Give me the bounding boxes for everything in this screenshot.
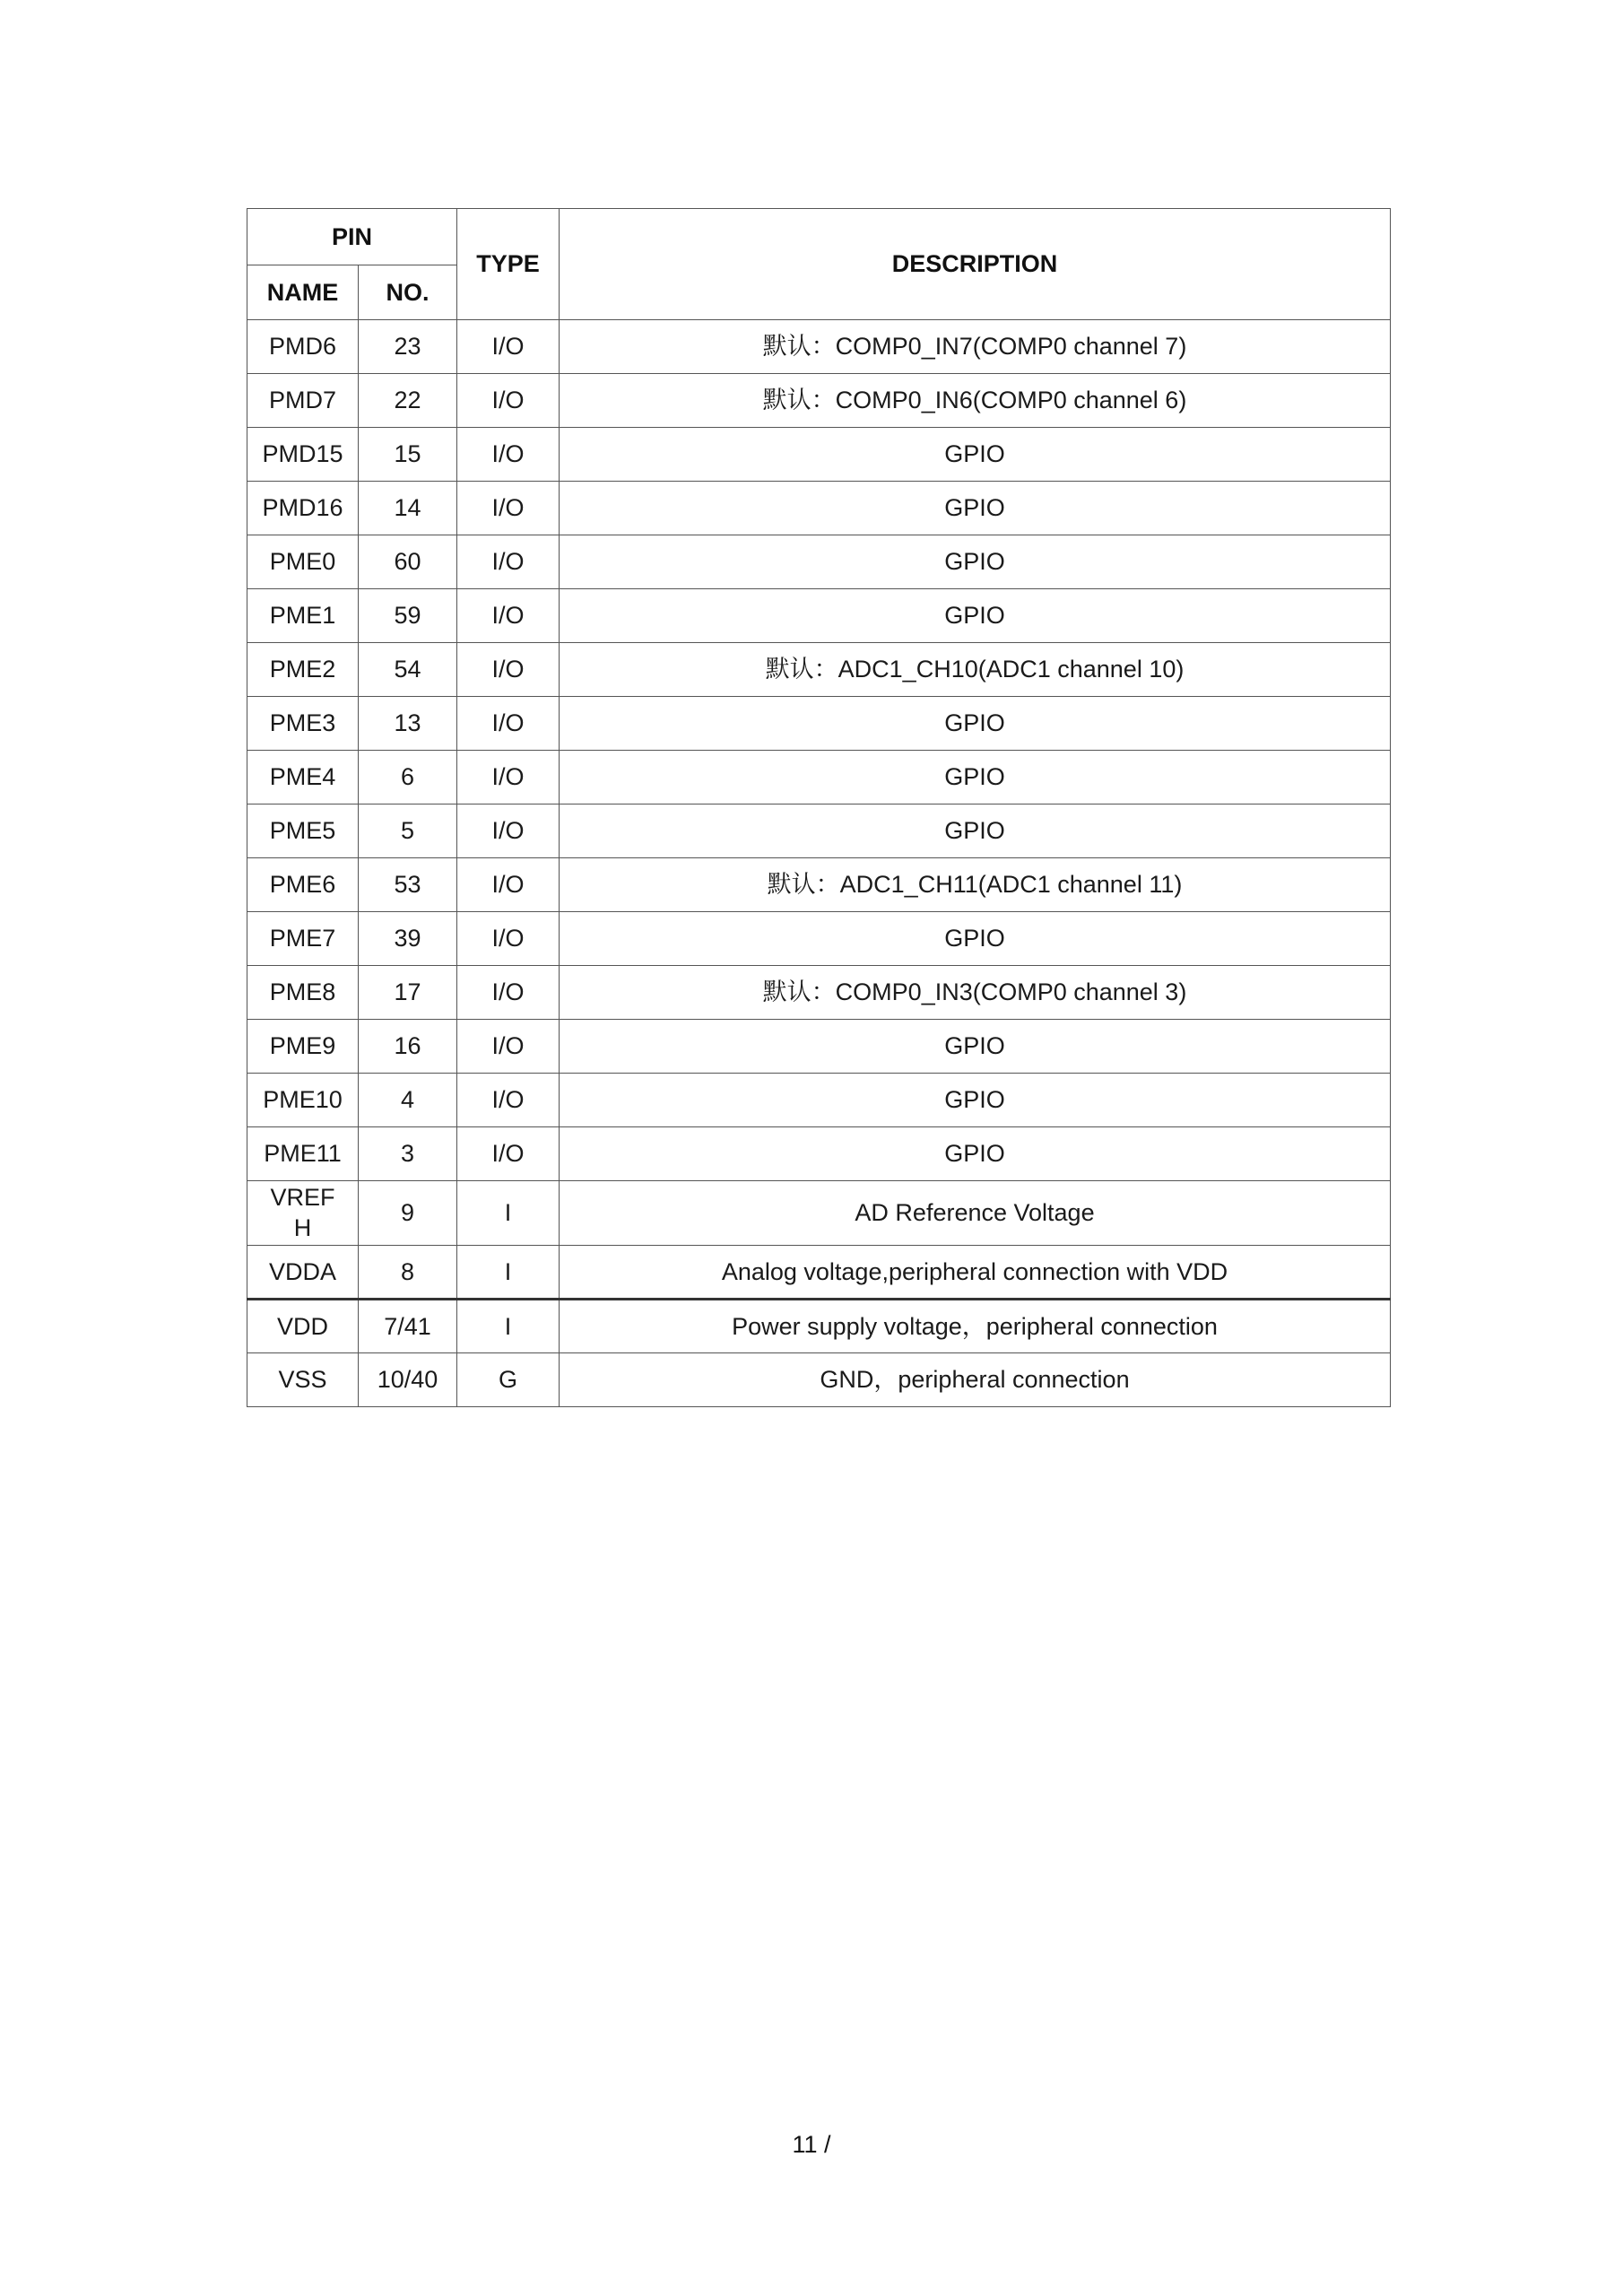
pin-name-cell-text: PME5 bbox=[269, 817, 336, 845]
pin-description-cell-text: GPIO bbox=[944, 763, 1005, 791]
pin-type-cell-text: I/O bbox=[491, 925, 525, 952]
pin-number-cell-text: 7/41 bbox=[384, 1312, 431, 1340]
pin-type-cell bbox=[457, 966, 560, 1020]
table-row bbox=[247, 643, 1391, 697]
pin-description-cell bbox=[560, 1246, 1391, 1300]
pin-type-cell bbox=[457, 1246, 560, 1300]
pin-type-cell bbox=[457, 482, 560, 535]
pin-number-cell bbox=[359, 589, 457, 643]
pin-description-cell-text: GPIO bbox=[944, 494, 1005, 522]
table-row bbox=[247, 804, 1391, 858]
pin-description-cell-text: 默认：COMP0_IN6(COMP0 channel 6) bbox=[762, 387, 1187, 414]
pin-number-cell-text: 13 bbox=[394, 709, 421, 737]
pin-description-cell-text: GPIO bbox=[944, 440, 1005, 468]
pin-number-cell bbox=[359, 428, 457, 482]
pin-description-cell-text: GPIO bbox=[944, 602, 1005, 630]
pin-number-cell-text: 9 bbox=[400, 1199, 415, 1227]
pin-number-cell bbox=[359, 482, 457, 535]
pin-description-cell bbox=[560, 482, 1391, 535]
pin-header: PIN bbox=[247, 209, 457, 265]
pin-number-cell-text: 59 bbox=[394, 602, 421, 630]
name-header: NAME bbox=[247, 265, 359, 320]
pin-number-cell-text: 6 bbox=[400, 763, 415, 791]
pin-name-cell-text: PME4 bbox=[269, 763, 336, 791]
pin-type-cell-text: G bbox=[499, 1366, 518, 1394]
table-row bbox=[247, 1353, 1391, 1407]
pin-name-cell-text: VREFH bbox=[270, 1183, 335, 1241]
pin-type-cell bbox=[457, 1181, 560, 1246]
pin-name-cell bbox=[247, 320, 359, 374]
pin-name-cell bbox=[247, 1300, 359, 1353]
pin-number-cell bbox=[359, 912, 457, 966]
table-row bbox=[247, 1074, 1391, 1127]
pin-description-cell-text: GPIO bbox=[944, 817, 1005, 845]
pin-description-cell bbox=[560, 1181, 1391, 1246]
description-header: DESCRIPTION bbox=[560, 209, 1391, 320]
pin-description-cell bbox=[560, 912, 1391, 966]
pin-description-cell bbox=[560, 428, 1391, 482]
pin-name-cell bbox=[247, 804, 359, 858]
pin-name-cell-text: PMD16 bbox=[262, 494, 343, 522]
pin-number-cell bbox=[359, 1246, 457, 1300]
pin-number-cell-text: 10/40 bbox=[377, 1366, 438, 1394]
table-row bbox=[247, 858, 1391, 912]
pin-name-cell-text: PME2 bbox=[269, 656, 336, 683]
pin-name-cell bbox=[247, 589, 359, 643]
pin-name-cell-text: PMD6 bbox=[268, 333, 336, 361]
type-header: TYPE bbox=[457, 209, 560, 320]
pin-type-cell-text: I/O bbox=[491, 387, 525, 414]
pin-name-cell bbox=[247, 643, 359, 697]
pin-name-cell-text: PME1 bbox=[269, 602, 336, 630]
pin-number-cell-text: 53 bbox=[394, 871, 421, 899]
pin-number-cell bbox=[359, 643, 457, 697]
pin-description-cell bbox=[560, 374, 1391, 428]
table-row bbox=[247, 1020, 1391, 1074]
pin-number-cell bbox=[359, 1300, 457, 1353]
pin-number-cell-text: 17 bbox=[394, 978, 421, 1006]
pin-name-cell bbox=[247, 697, 359, 751]
pin-number-cell bbox=[359, 804, 457, 858]
pin-name-cell-text: PMD15 bbox=[262, 440, 343, 468]
pin-name-cell bbox=[247, 374, 359, 428]
pin-number-cell bbox=[359, 320, 457, 374]
pin-type-cell bbox=[457, 535, 560, 589]
pin-description-cell-text: GPIO bbox=[944, 1140, 1005, 1168]
pin-description-cell bbox=[560, 1353, 1391, 1407]
table-row bbox=[247, 482, 1391, 535]
pin-type-cell bbox=[457, 589, 560, 643]
table-row bbox=[247, 697, 1391, 751]
pin-type-cell-text: I/O bbox=[491, 978, 525, 1006]
pin-description-cell bbox=[560, 858, 1391, 912]
pin-description-cell bbox=[560, 535, 1391, 589]
pin-description-cell-text: GPIO bbox=[944, 1086, 1005, 1114]
pin-description-cell bbox=[560, 751, 1391, 804]
table-row bbox=[247, 1246, 1391, 1300]
pin-description-cell-text: GPIO bbox=[944, 548, 1005, 576]
pin-type-cell-text: I/O bbox=[491, 817, 525, 845]
pin-number-cell bbox=[359, 374, 457, 428]
pin-type-cell bbox=[457, 751, 560, 804]
pin-type-cell-text: I/O bbox=[491, 763, 525, 791]
table-row bbox=[247, 589, 1391, 643]
pin-type-cell-text: I/O bbox=[491, 656, 525, 683]
pin-name-cell bbox=[247, 1181, 359, 1246]
pin-name-cell bbox=[247, 858, 359, 912]
pin-number-cell bbox=[359, 1020, 457, 1074]
pin-description-cell bbox=[560, 697, 1391, 751]
pin-number-cell bbox=[359, 1074, 457, 1127]
table-row bbox=[247, 374, 1391, 428]
pin-name-cell bbox=[247, 1127, 359, 1181]
pin-type-cell bbox=[457, 1353, 560, 1407]
pin-description-cell-text: GPIO bbox=[944, 709, 1005, 737]
pin-name-cell-text: VDDA bbox=[268, 1257, 336, 1285]
pin-type-cell-text: I/O bbox=[491, 333, 525, 361]
pin-number-cell bbox=[359, 966, 457, 1020]
pin-description-cell-text: 默认：ADC1_CH10(ADC1 channel 10) bbox=[765, 656, 1185, 683]
table-row bbox=[247, 1300, 1391, 1353]
pin-type-cell-text: I bbox=[504, 1312, 512, 1340]
pin-name-cell bbox=[247, 1353, 359, 1407]
pin-name-cell bbox=[247, 428, 359, 482]
pin-number-cell-text: 22 bbox=[394, 387, 421, 414]
pin-number-cell-text: 5 bbox=[400, 817, 415, 845]
pin-description-cell bbox=[560, 320, 1391, 374]
pin-type-cell-text: I/O bbox=[491, 494, 525, 522]
pin-description-cell bbox=[560, 966, 1391, 1020]
table-row bbox=[247, 428, 1391, 482]
pin-number-cell bbox=[359, 751, 457, 804]
pin-description-cell-text: Analog voltage,peripheral connection with VDD bbox=[721, 1257, 1228, 1285]
pin-name-cell bbox=[247, 1020, 359, 1074]
pin-type-cell bbox=[457, 1127, 560, 1181]
pin-name-cell-text: PME6 bbox=[269, 871, 336, 899]
pin-type-cell-text: I/O bbox=[491, 1032, 525, 1060]
page-number: 11 / bbox=[792, 2131, 831, 2158]
pin-type-cell bbox=[457, 1074, 560, 1127]
pin-type-cell bbox=[457, 697, 560, 751]
pin-number-cell-text: 14 bbox=[394, 494, 421, 522]
pin-name-cell-text: VDD bbox=[276, 1312, 328, 1340]
pin-name-cell bbox=[247, 966, 359, 1020]
pin-type-cell bbox=[457, 1300, 560, 1353]
pin-description-cell bbox=[560, 804, 1391, 858]
pin-number-cell bbox=[359, 697, 457, 751]
pin-name-cell bbox=[247, 751, 359, 804]
pin-number-cell bbox=[359, 535, 457, 589]
pin-name-cell-text: PME3 bbox=[269, 709, 336, 737]
pin-type-cell bbox=[457, 804, 560, 858]
table-body bbox=[247, 320, 1391, 1407]
pin-type-cell-text: I bbox=[504, 1257, 512, 1285]
pin-type-cell-text: I/O bbox=[491, 602, 525, 630]
pin-description-cell-text: GPIO bbox=[944, 925, 1005, 952]
pin-description-cell-text: 默认：COMP0_IN7(COMP0 channel 7) bbox=[762, 333, 1187, 361]
pin-number-cell bbox=[359, 1353, 457, 1407]
pin-description-cell-text: GND，peripheral connection bbox=[820, 1366, 1130, 1394]
pin-name-cell bbox=[247, 912, 359, 966]
table-row bbox=[247, 751, 1391, 804]
table-row bbox=[247, 912, 1391, 966]
pin-type-cell-text: I bbox=[504, 1199, 512, 1227]
pin-name-cell-text: PME7 bbox=[269, 925, 336, 952]
pin-name-cell bbox=[247, 535, 359, 589]
pin-number-cell-text: 4 bbox=[400, 1086, 415, 1114]
pin-type-cell-text: I/O bbox=[491, 548, 525, 576]
pin-description-cell bbox=[560, 1300, 1391, 1353]
pin-description-cell-text: AD Reference Voltage bbox=[855, 1199, 1095, 1227]
pin-type-cell bbox=[457, 374, 560, 428]
pin-description-cell bbox=[560, 1020, 1391, 1074]
pin-type-cell bbox=[457, 320, 560, 374]
pin-type-cell-text: I/O bbox=[491, 440, 525, 468]
table-row bbox=[247, 320, 1391, 374]
table-row bbox=[247, 966, 1391, 1020]
pin-number-cell bbox=[359, 1181, 457, 1246]
pin-type-cell-text: I/O bbox=[491, 709, 525, 737]
pin-number-cell-text: 15 bbox=[394, 440, 421, 468]
pin-type-cell bbox=[457, 1020, 560, 1074]
pin-name-cell-text: PME10 bbox=[263, 1086, 343, 1114]
pin-number-cell bbox=[359, 1127, 457, 1181]
pin-number-cell bbox=[359, 858, 457, 912]
pin-description-cell bbox=[560, 643, 1391, 697]
pin-type-cell bbox=[457, 428, 560, 482]
pin-description-cell-text: GPIO bbox=[944, 1032, 1005, 1060]
pin-type-cell-text: I/O bbox=[491, 1140, 525, 1168]
pin-name-cell-text: PMD7 bbox=[268, 387, 336, 414]
pin-number-cell-text: 39 bbox=[394, 925, 421, 952]
pin-name-cell-text: PME8 bbox=[269, 978, 336, 1006]
pin-name-cell bbox=[247, 1074, 359, 1127]
pin-type-cell bbox=[457, 858, 560, 912]
pin-name-cell-text: PME0 bbox=[269, 548, 336, 576]
pin-description-cell-text: 默认：ADC1_CH11(ADC1 channel 11) bbox=[767, 871, 1183, 899]
pin-number-cell-text: 16 bbox=[394, 1032, 421, 1060]
pin-type-cell bbox=[457, 643, 560, 697]
pin-number-cell-text: 8 bbox=[400, 1257, 415, 1285]
pin-description-cell-text: 默认：COMP0_IN3(COMP0 channel 3) bbox=[762, 978, 1187, 1006]
pin-name-cell bbox=[247, 482, 359, 535]
pin-name-cell-text: PME9 bbox=[269, 1032, 336, 1060]
table-row bbox=[247, 1181, 1391, 1246]
pin-description-cell bbox=[560, 1074, 1391, 1127]
no-header: NO. bbox=[359, 265, 457, 320]
pin-description-table bbox=[247, 208, 1391, 1407]
pin-name-cell bbox=[247, 1246, 359, 1300]
pin-type-cell-text: I/O bbox=[491, 871, 525, 899]
pin-number-cell-text: 54 bbox=[394, 656, 421, 683]
pin-number-cell-text: 3 bbox=[400, 1140, 415, 1168]
pin-type-cell bbox=[457, 912, 560, 966]
pin-name-cell-text: VSS bbox=[278, 1366, 327, 1394]
pin-description-cell bbox=[560, 589, 1391, 643]
table-row bbox=[247, 1127, 1391, 1181]
table-row bbox=[247, 535, 1391, 589]
pin-number-cell-text: 23 bbox=[394, 333, 421, 361]
pin-description-cell bbox=[560, 1127, 1391, 1181]
pin-description-cell-text: Power supply voltage，peripheral connection bbox=[732, 1312, 1218, 1340]
pin-name-cell-text: PME11 bbox=[264, 1140, 342, 1168]
pin-type-cell-text: I/O bbox=[491, 1086, 525, 1114]
pin-number-cell-text: 60 bbox=[394, 548, 421, 576]
